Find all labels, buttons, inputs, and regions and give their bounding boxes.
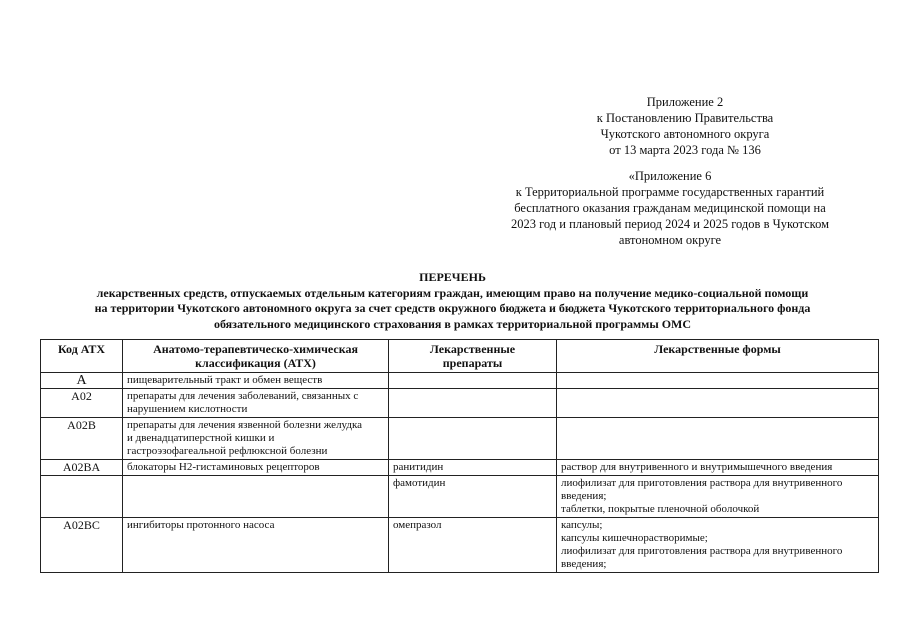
cell-classification xyxy=(123,518,389,573)
cell-forms xyxy=(557,518,879,573)
table-header-row xyxy=(41,340,879,373)
form-line: введения; xyxy=(561,490,607,502)
cell-drug xyxy=(389,389,557,418)
classification-line: блокаторы Н2-гистаминовых рецепторов xyxy=(127,461,320,473)
cell-drug xyxy=(389,373,557,389)
cell-forms xyxy=(557,389,879,418)
cell-classification xyxy=(123,373,389,389)
classification-line: пищеварительный тракт и обмен веществ xyxy=(127,374,323,386)
cell-code xyxy=(41,476,123,518)
cell-classification xyxy=(123,389,389,418)
header-forms: Лекарственные формы xyxy=(557,340,879,373)
cell-classification xyxy=(123,418,389,460)
title-line: на территории Чукотского автономного округа за счет средств окружного бюджета и бюджета Чукотского территориального фонда xyxy=(94,301,811,315)
cell-code: A02B xyxy=(41,418,123,460)
annex-6-line: автономном округе xyxy=(618,233,722,247)
annex-6-line: бесплатного оказания гражданам медицинской помощи на xyxy=(514,201,826,215)
form-line: таблетки, покрытые пленочной оболочкой xyxy=(561,503,760,515)
form-line: лиофилизат для приготовления раствора для внутривенного xyxy=(561,477,843,489)
header-classification xyxy=(123,340,389,373)
cell-code: A02BC xyxy=(41,518,123,573)
header-drugs xyxy=(389,340,557,373)
header-code: Код АТХ xyxy=(41,340,123,373)
cell-drug: омепразол xyxy=(389,518,557,573)
table-row xyxy=(41,476,879,518)
table-row xyxy=(41,518,879,573)
title-heading: ПЕРЕЧЕНЬ xyxy=(419,270,486,284)
annex-6-header xyxy=(480,168,860,248)
cell-drug: ранитидин xyxy=(389,460,557,476)
title-line: обязательного медицинского страхования в рамках территориальной программы ОМС xyxy=(213,316,692,331)
annex-2-line: от 13 марта 2023 года № 136 xyxy=(609,143,761,157)
form-line: капсулы; xyxy=(561,519,603,531)
drug-list-table xyxy=(40,339,879,573)
cell-drug: фамотидин xyxy=(389,476,557,518)
classification-line: препараты для лечения заболеваний, связанных с xyxy=(127,390,359,402)
document-title xyxy=(30,270,875,332)
table-row xyxy=(41,418,879,460)
table-row xyxy=(41,373,879,389)
header-classification-line: Анатомо-терапевтическо-химическая xyxy=(153,342,358,356)
header-drugs-line: препараты xyxy=(442,356,503,370)
classification-line: препараты для лечения язвенной болезни желудка xyxy=(127,419,363,431)
cell-code: A02BA xyxy=(41,460,123,476)
cell-forms xyxy=(557,460,879,476)
form-line: капсулы кишечнорастворимые; xyxy=(561,532,708,544)
cell-classification xyxy=(123,476,389,518)
annex-2-line: к Постановлению Правительства xyxy=(596,111,774,125)
header-drugs-line: Лекарственные xyxy=(429,342,516,356)
classification-line: гастроэзофагеальной рефлюксной болезни xyxy=(127,445,328,457)
cell-forms xyxy=(557,418,879,460)
cell-drug xyxy=(389,418,557,460)
table-row xyxy=(41,460,879,476)
header-classification-line: классификация (АТХ) xyxy=(195,356,316,370)
classification-line: ингибиторы протонного насоса xyxy=(127,519,275,531)
cell-forms xyxy=(557,476,879,518)
annex-6-line: к Территориальной программе государственных гарантий xyxy=(515,185,825,199)
annex-2-line: Чукотского автономного округа xyxy=(600,127,770,141)
form-line: лиофилизат для приготовления раствора для внутривенного xyxy=(561,545,843,557)
annex-2-line: Приложение 2 xyxy=(646,95,724,109)
form-line: раствор для внутривенного и внутримышечного введения xyxy=(561,461,833,473)
annex-6-line: 2023 год и плановый период 2024 и 2025 годов в Чукотском xyxy=(510,217,830,231)
cell-code: A02 xyxy=(41,389,123,418)
title-line: лекарственных средств, отпускаемых отдельным категориям граждан, имеющим право на получение медико-социальной помощи xyxy=(96,285,809,300)
cell-classification xyxy=(123,460,389,476)
annex-2-header xyxy=(560,94,810,158)
classification-line: нарушением кислотности xyxy=(127,403,248,415)
cell-forms xyxy=(557,373,879,389)
table-row xyxy=(41,389,879,418)
classification-line: и двенадцатиперстной кишки и xyxy=(127,432,275,444)
annex-6-line: «Приложение 6 xyxy=(628,169,712,183)
form-line: введения; xyxy=(561,558,607,570)
cell-code: А xyxy=(41,373,123,389)
